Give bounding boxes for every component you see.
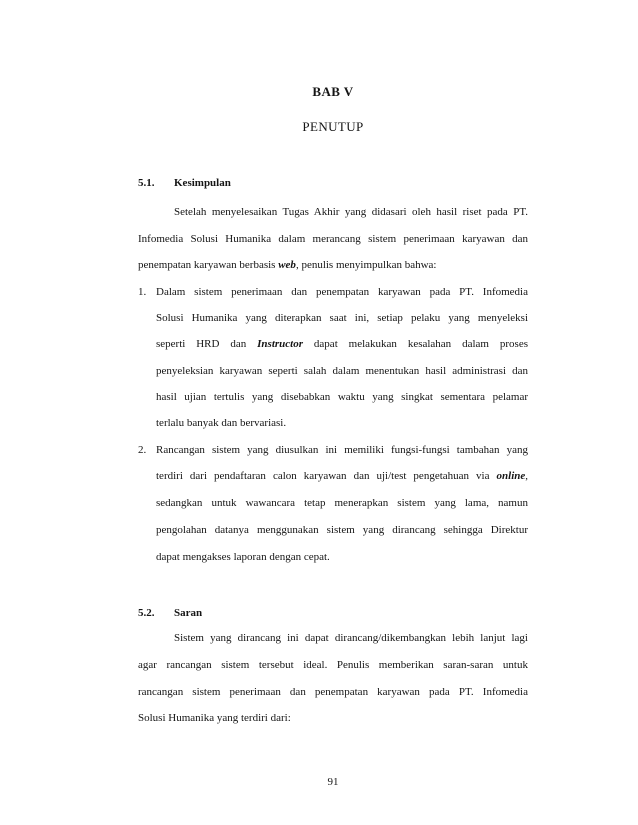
- emphasis-text: online: [496, 470, 526, 482]
- list-marker: 1.: [138, 286, 147, 298]
- list-item-line: hasil ujian tertulis yang disebabkan waktu yang singkat sementara pelamar: [156, 391, 528, 403]
- list-item-line: pengolahan datanya menggunakan sistem yang dirancang sehingga Direktur: [156, 524, 528, 536]
- list-item-line: dapat mengakses laporan dengan cepat.: [156, 551, 330, 563]
- page-number: 91: [327, 776, 339, 788]
- list-item-line: Dalam sistem penerimaan dan penempatan karyawan pada PT. Infomedia: [156, 286, 528, 298]
- paragraph-line: Solusi Humanika yang terdiri dari:: [138, 712, 291, 724]
- line-text: penempatan karyawan berbasis: [138, 259, 279, 271]
- line-text: , penulis menyimpulkan bahwa:: [295, 259, 437, 271]
- list-item-line: [156, 336, 528, 352]
- emphasis-text: Instructor: [257, 338, 304, 350]
- list-item-line: [156, 468, 528, 484]
- paragraph-line: Sistem yang dirancang ini dapat dirancang/dikembangkan lebih lanjut lagi: [174, 632, 528, 644]
- list-item-line: Solusi Humanika yang diterapkan saat ini, setiap pelaku yang menyeleksi: [156, 312, 528, 324]
- list-item-line: terlalu banyak dan bervariasi.: [156, 417, 287, 429]
- paragraph-line: rancangan sistem penerimaan dan penempatan karyawan pada PT. Infomedia: [138, 686, 528, 698]
- section-title: Kesimpulan: [174, 177, 231, 189]
- list-item-line: sedangkan untuk wawancara tetap menerapkan sistem yang lama, namun: [156, 497, 528, 509]
- paragraph-line: [138, 257, 528, 273]
- section-number: 5.2.: [138, 607, 155, 619]
- section-title: Saran: [174, 607, 203, 619]
- chapter-label: BAB V: [312, 84, 354, 99]
- line-text: seperti HRD dan: [156, 338, 258, 350]
- section-number: 5.1.: [138, 177, 155, 189]
- list-marker: 2.: [138, 444, 147, 456]
- line-text: ,: [525, 470, 528, 482]
- list-item-line: penyeleksian karyawan seperti salah dalam menentukan hasil administrasi dan: [156, 365, 528, 377]
- chapter-title: PENUTUP: [302, 119, 364, 134]
- paragraph-line: Infomedia Solusi Humanika dalam merancang sistem penerimaan karyawan dan: [138, 233, 528, 245]
- list-item-line: Rancangan sistem yang diusulkan ini memiliki fungsi-fungsi tambahan yang: [156, 444, 528, 456]
- paragraph-line: agar rancangan sistem tersebut ideal. Penulis memberikan saran-saran untuk: [138, 659, 528, 671]
- line-text: terdiri dari pendaftaran calon karyawan dan uji/test pengetahuan via: [156, 470, 497, 482]
- line-text: dapat melakukan kesalahan dalam proses: [303, 338, 528, 350]
- emphasis-text: web: [278, 259, 296, 271]
- paragraph-line: Setelah menyelesaikan Tugas Akhir yang didasari oleh hasil riset pada PT.: [174, 206, 528, 218]
